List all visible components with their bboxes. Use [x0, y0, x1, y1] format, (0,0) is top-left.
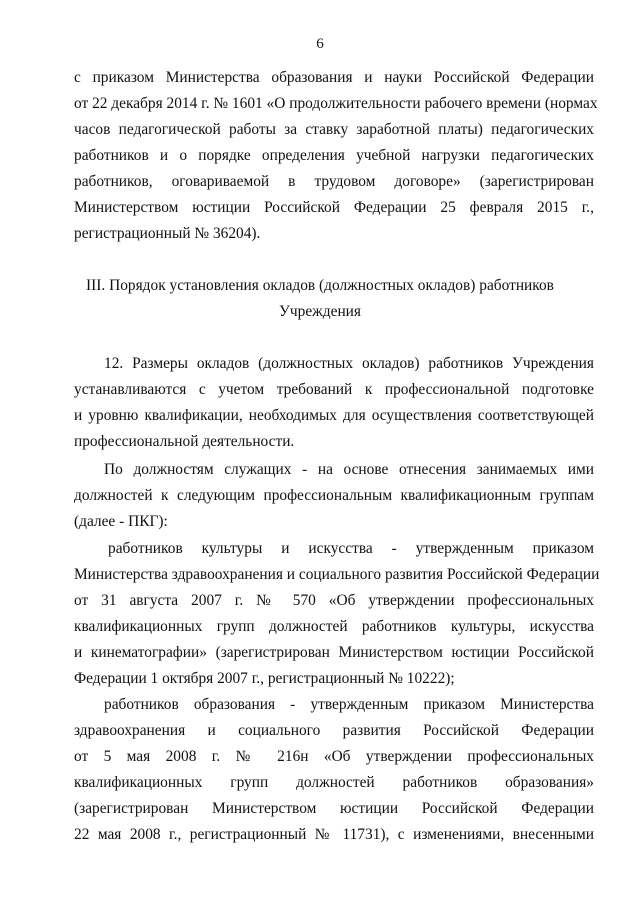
- text-line: По должностям служащих - на основе отнесения занимаемых ими: [104, 461, 594, 478]
- text-line: 22 мая 2008 г., регистрационный № 11731), с изменениями, внесенными: [74, 826, 594, 843]
- text-line: квалификационных групп должностей работников образования»: [74, 774, 594, 791]
- text-line: 12. Размеры окладов (должностных окладов) работников Учреждения: [104, 355, 594, 372]
- text-line: (далее - ПКГ):: [74, 513, 168, 530]
- text-line: работников и о порядке определения учебной нагрузки педагогических: [74, 147, 594, 164]
- section-heading: III. Порядок установления окладов (должностных окладов) работников: [86, 277, 554, 294]
- section-heading: Учреждения: [278, 303, 361, 320]
- text-line: от 22 декабря 2014 г. № 1601 «О продолжительности рабочего времени (нормах: [74, 95, 598, 112]
- text-line: и уровню квалификации, необходимых для осуществления соответствующей: [74, 407, 594, 424]
- text-line: работников образования - утвержденным приказом Министерства: [104, 696, 594, 713]
- text-line: здравоохранения и социального развития Российской Федерации: [74, 722, 594, 739]
- text-line: работников культуры и искусства - утвержденным приказом: [108, 540, 594, 557]
- text-line: (зарегистрирован Министерством юстиции Российской Федерации: [74, 800, 594, 817]
- page-number: 6: [316, 36, 324, 52]
- text-line: устанавливаются с учетом требований к профессиональной подготовке: [74, 381, 594, 398]
- text-line: должностей к следующим профессиональным квалификационным группам: [74, 487, 594, 504]
- text-line: и кинематографии» (зарегистрирован Министерством юстиции Российской: [74, 644, 594, 661]
- text-line: квалификационных групп должностей работников культуры, искусства: [74, 618, 594, 635]
- text-line: регистрационный № 36204).: [74, 225, 261, 242]
- text-line: от 31 августа 2007 г. № 570 «Об утверждении профессиональных: [74, 592, 594, 609]
- text-line: Федерации 1 октября 2007 г., регистрационный № 10222);: [74, 670, 455, 687]
- text-line: с приказом Министерства образования и науки Российской Федерации: [74, 69, 594, 86]
- text-line: работников, оговариваемой в трудовом договоре» (зарегистрирован: [74, 173, 594, 190]
- text-line: Министерством юстиции Российской Федерации 25 февраля 2015 г.,: [74, 199, 594, 216]
- text-line: Министерства здравоохранения и социального развития Российской Федерации: [74, 566, 600, 583]
- text-line: от 5 мая 2008 г. № 216н «Об утверждении профессиональных: [74, 748, 594, 765]
- text-line: часов педагогической работы за ставку заработной платы) педагогических: [74, 121, 594, 138]
- text-line: профессиональной деятельности.: [74, 433, 295, 450]
